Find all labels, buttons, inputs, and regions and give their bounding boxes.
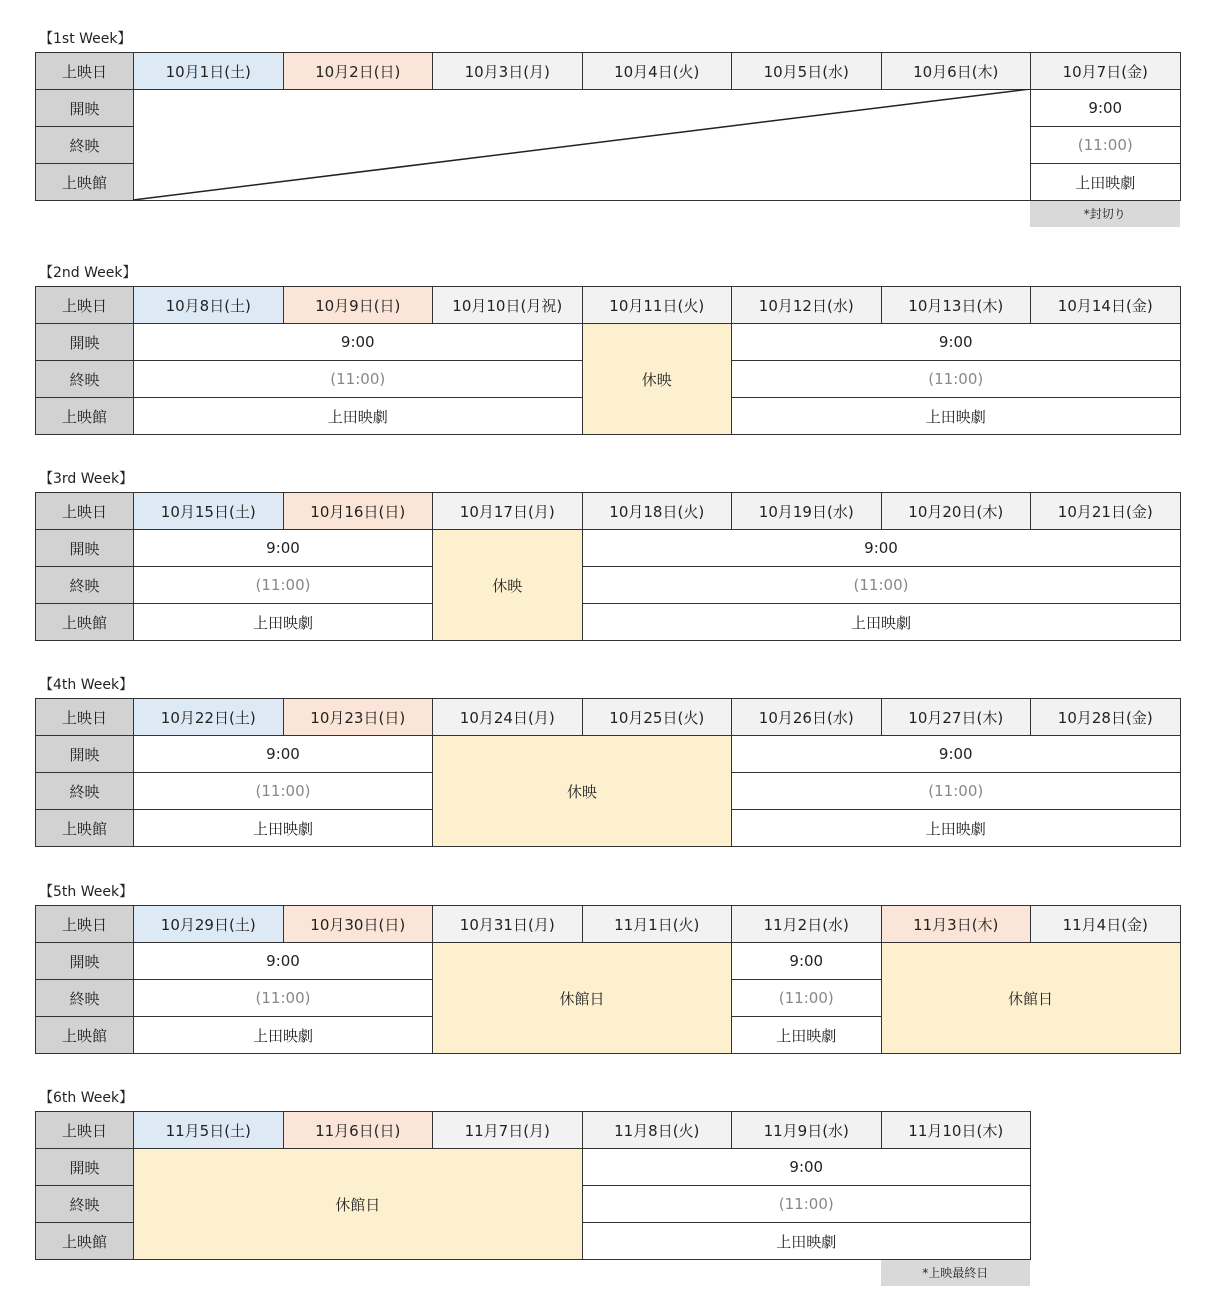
date-cell: 10月14日(金) bbox=[1031, 287, 1181, 324]
date-cell: 10月17日(月) bbox=[433, 493, 583, 530]
row-label-venue: 上映館 bbox=[36, 1223, 134, 1260]
closed-cell: 休映 bbox=[433, 736, 732, 847]
row-label-date: 上映日 bbox=[36, 1112, 134, 1149]
show-start-cell: 9:00 bbox=[134, 943, 433, 980]
row-label-start: 開映 bbox=[36, 736, 134, 773]
date-cell: 11月9日(水) bbox=[732, 1112, 882, 1149]
row-label-date: 上映日 bbox=[36, 906, 134, 943]
show-end-cell: (11:00) bbox=[134, 361, 583, 398]
week-title: 【4th Week】 bbox=[39, 677, 134, 693]
row-label-end: 終映 bbox=[36, 773, 134, 810]
week-2-schedule bbox=[35, 265, 1180, 435]
date-cell: 10月26日(水) bbox=[732, 699, 882, 736]
show-end-cell: (11:00) bbox=[582, 1186, 1031, 1223]
show-venue-cell: 上田映劇 bbox=[134, 398, 583, 435]
week-table bbox=[35, 905, 1181, 1054]
date-cell: 10月29日(土) bbox=[134, 906, 284, 943]
date-cell: 11月7日(月) bbox=[433, 1112, 583, 1149]
date-cell: 11月5日(土) bbox=[134, 1112, 284, 1149]
row-label-venue: 上映館 bbox=[36, 810, 134, 847]
week-3-schedule bbox=[35, 471, 1180, 641]
show-venue-cell: 上田映劇 bbox=[134, 1017, 433, 1054]
week-table bbox=[35, 286, 1181, 435]
date-cell: 10月9日(日) bbox=[283, 287, 433, 324]
date-cell: 10月30日(日) bbox=[283, 906, 433, 943]
week-title: 【1st Week】 bbox=[39, 31, 132, 47]
date-cell: 10月1日(土) bbox=[134, 53, 284, 90]
date-cell: 10月8日(土) bbox=[134, 287, 284, 324]
week-5-schedule bbox=[35, 884, 1180, 1054]
show-venue-cell: 上田映劇 bbox=[134, 810, 433, 847]
row-label-start: 開映 bbox=[36, 1149, 134, 1186]
row-label-start: 開映 bbox=[36, 324, 134, 361]
row-label-end: 終映 bbox=[36, 127, 134, 164]
week-title: 【3rd Week】 bbox=[39, 471, 134, 487]
row-label-end: 終映 bbox=[36, 1186, 134, 1223]
week-title: 【5th Week】 bbox=[39, 884, 134, 900]
date-cell: 10月13日(木) bbox=[881, 287, 1031, 324]
row-label-venue: 上映館 bbox=[36, 398, 134, 435]
diagonal-line bbox=[133, 89, 1030, 200]
show-start-cell: 9:00 bbox=[732, 943, 882, 980]
date-cell: 10月23日(日) bbox=[283, 699, 433, 736]
week-table bbox=[35, 492, 1181, 641]
show-end-cell: (11:00) bbox=[732, 980, 882, 1017]
date-cell: 10月5日(水) bbox=[732, 53, 882, 90]
closed-cell: 休館日 bbox=[881, 943, 1180, 1054]
show-end-cell: (11:00) bbox=[134, 773, 433, 810]
show-venue-cell: 上田映劇 bbox=[582, 604, 1180, 641]
week-table bbox=[35, 698, 1181, 847]
show-venue-cell: 上田映劇 bbox=[732, 1017, 882, 1054]
row-label-start: 開映 bbox=[36, 530, 134, 567]
row-label-end: 終映 bbox=[36, 567, 134, 604]
row-label-date: 上映日 bbox=[36, 699, 134, 736]
date-cell: 10月2日(日) bbox=[283, 53, 433, 90]
date-cell: 10月27日(木) bbox=[881, 699, 1031, 736]
show-start-cell: 9:00 bbox=[732, 324, 1181, 361]
show-end-cell: (11:00) bbox=[732, 361, 1181, 398]
date-cell: 10月15日(土) bbox=[134, 493, 284, 530]
week-title: 【6th Week】 bbox=[39, 1090, 134, 1106]
show-end-cell: (11:00) bbox=[134, 980, 433, 1017]
row-label-venue: 上映館 bbox=[36, 1017, 134, 1054]
date-cell: 10月11日(火) bbox=[582, 287, 732, 324]
row-label-end: 終映 bbox=[36, 980, 134, 1017]
show-venue-cell: 上田映劇 bbox=[732, 398, 1181, 435]
note-tag: *上映最終日 bbox=[881, 1260, 1031, 1286]
date-cell: 10月10日(月祝) bbox=[433, 287, 583, 324]
show-venue-cell: 上田映劇 bbox=[582, 1223, 1031, 1260]
closed-cell: 休館日 bbox=[134, 1149, 583, 1260]
show-start-cell: 9:00 bbox=[582, 1149, 1031, 1186]
date-cell: 10月25日(火) bbox=[582, 699, 732, 736]
week-title: 【2nd Week】 bbox=[39, 265, 137, 281]
row-label-date: 上映日 bbox=[36, 287, 134, 324]
date-cell: 10月18日(火) bbox=[582, 493, 732, 530]
date-cell: 10月22日(土) bbox=[134, 699, 284, 736]
closed-cell: 休館日 bbox=[433, 943, 732, 1054]
week-1-schedule bbox=[35, 31, 1180, 221]
date-cell: 10月7日(金) bbox=[1031, 53, 1181, 90]
closed-cell: 休映 bbox=[433, 530, 583, 641]
week-4-schedule bbox=[35, 677, 1180, 847]
date-cell: 11月4日(金) bbox=[1031, 906, 1181, 943]
closed-cell: 休映 bbox=[582, 324, 732, 435]
show-venue-cell: 上田映劇 bbox=[732, 810, 1181, 847]
date-cell: 11月1日(火) bbox=[582, 906, 732, 943]
show-end-cell: (11:00) bbox=[582, 567, 1180, 604]
show-venue-cell: 上田映劇 bbox=[1031, 164, 1181, 201]
show-start-cell: 9:00 bbox=[732, 736, 1181, 773]
show-start-cell: 9:00 bbox=[134, 530, 433, 567]
date-cell: 11月2日(水) bbox=[732, 906, 882, 943]
date-cell: 10月19日(水) bbox=[732, 493, 882, 530]
row-label-venue: 上映館 bbox=[36, 604, 134, 641]
date-cell: 10月20日(木) bbox=[881, 493, 1031, 530]
row-label-end: 終映 bbox=[36, 361, 134, 398]
row-label-start: 開映 bbox=[36, 943, 134, 980]
show-start-cell: 9:00 bbox=[134, 324, 583, 361]
date-cell: 10月12日(水) bbox=[732, 287, 882, 324]
date-cell: 10月4日(火) bbox=[582, 53, 732, 90]
row-label-date: 上映日 bbox=[36, 493, 134, 530]
row-label-start: 開映 bbox=[36, 90, 134, 127]
date-cell: 10月16日(日) bbox=[283, 493, 433, 530]
note-tag: *封切り bbox=[1030, 201, 1180, 227]
show-end-cell: (11:00) bbox=[732, 773, 1181, 810]
show-end-cell: (11:00) bbox=[134, 567, 433, 604]
date-cell: 11月10日(木) bbox=[881, 1112, 1031, 1149]
show-start-cell: 9:00 bbox=[582, 530, 1180, 567]
show-venue-cell: 上田映劇 bbox=[134, 604, 433, 641]
row-label-venue: 上映館 bbox=[36, 164, 134, 201]
date-cell: 10月31日(月) bbox=[433, 906, 583, 943]
diagonal-slash bbox=[133, 89, 1030, 200]
date-cell: 11月6日(日) bbox=[283, 1112, 433, 1149]
date-cell: 11月8日(火) bbox=[582, 1112, 732, 1149]
date-cell: 10月28日(金) bbox=[1031, 699, 1181, 736]
show-start-cell: 9:00 bbox=[1031, 90, 1181, 127]
date-cell: 10月21日(金) bbox=[1031, 493, 1181, 530]
show-end-cell: (11:00) bbox=[1031, 127, 1181, 164]
date-cell: 10月3日(月) bbox=[433, 53, 583, 90]
date-cell: 10月24日(月) bbox=[433, 699, 583, 736]
week-table bbox=[35, 1111, 1031, 1260]
row-label-date: 上映日 bbox=[36, 53, 134, 90]
date-cell: 11月3日(木) bbox=[881, 906, 1031, 943]
date-cell: 10月6日(木) bbox=[881, 53, 1031, 90]
show-start-cell: 9:00 bbox=[134, 736, 433, 773]
week-6-schedule bbox=[35, 1090, 1180, 1280]
